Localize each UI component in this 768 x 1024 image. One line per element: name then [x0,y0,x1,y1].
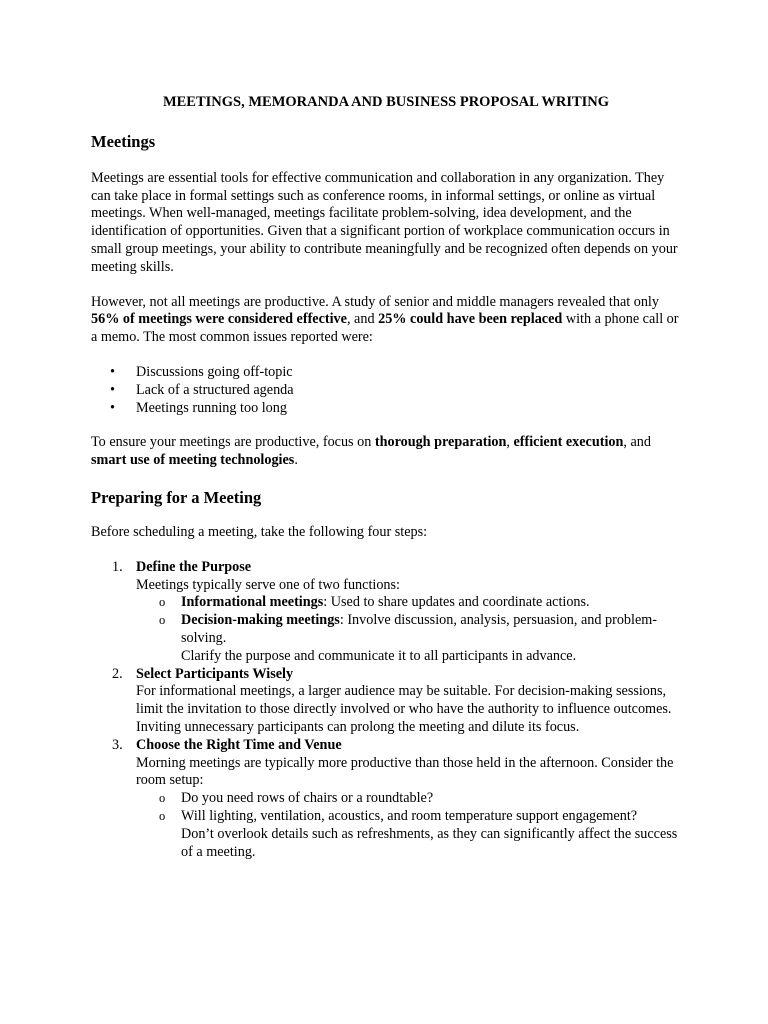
step-note: Clarify the purpose and communicate it to all participants in advance. [181,647,577,664]
bold-stat-replaced: 25% could have been replaced [378,311,563,328]
list-item: • Lack of a structured agenda [91,382,681,400]
bold-phrase: efficient execution [513,434,624,451]
text-run: However, not all meetings are productive. A study of senior and middle managers revealed that only [91,293,659,310]
paragraph-intro: Meetings are essential tools for effective communication and collaboration in any organization. They can take place in formal settings such as conference rooms, in informal settings, or online as virtual meetings. When well-managed, meetings facilitate problem-solving, idea development, and the identification of opportunities. Given that a significant portion of workplace communication occurs in small group meetings, your ability to contribute meaningfully and be recognized often depends on your meeting skills. [91,169,678,275]
sub-list-item: o Will lighting, ventilation, acoustics, and room temperature support engagement? [136,808,681,826]
step-title: Choose the Right Time and Venue [136,736,342,753]
text-run: , and [623,434,651,451]
document-title: MEETINGS, MEMORANDA AND BUSINESS PROPOSAL WRITING [162,94,610,110]
text-run: , [506,434,514,451]
sub-item-bold: Decision-making meetings [181,612,340,629]
step-text: For informational meetings, a larger audience may be suitable. For decision-making sessions, limit the invitation to those directly involved or who have the authority to influence outcomes. Inviting unnecessary participants can prolong the meeting and dilute its focus. [136,683,672,735]
sub-item-bold: Informational meetings [181,594,324,611]
issues-list [91,364,681,417]
step-note: Don’t overlook details such as refreshments, as they can significantly affect the success of a meeting. [181,825,678,860]
sub-list-item: o Do you need rows of chairs or a roundtable? [136,790,681,808]
section-heading-meetings: Meetings [91,131,156,151]
text-run: , and [346,311,379,328]
step-number: 3. [112,736,123,753]
step-text: Morning meetings are typically more productive than those held in the afternoon. Consider the room setup: [136,754,674,789]
sub-list [136,790,681,826]
text-run: . [294,452,298,469]
bold-stat-effective: 56% of meetings were considered effective [91,311,347,328]
bold-phrase: thorough preparation [374,434,507,451]
step-title: Define the Purpose [136,558,252,575]
step-item [91,737,681,862]
step-item [91,559,681,666]
sub-list-item [136,612,681,648]
sub-list-item [136,594,681,612]
paragraph-productivity [91,294,681,347]
text-run: To ensure your meetings are productive, focus on [91,434,375,451]
bold-phrase: smart use of meeting technologies [91,452,295,469]
list-item: • Meetings running too long [91,400,681,418]
sub-item-text: : Used to share updates and coordinate actions. [323,594,590,611]
steps-list [91,559,681,862]
paragraph-focus [91,434,681,470]
list-item: • Discussions going off-topic [91,364,681,382]
step-number: 2. [112,665,123,682]
step-number: 1. [112,558,123,575]
sub-list [136,594,681,647]
paragraph-steps-intro: Before scheduling a meeting, take the following four steps: [91,523,428,540]
step-text: Meetings typically serve one of two functions: [136,576,400,593]
document-body [91,94,681,861]
text-run: with a phone call or a memo. The most common issues reported were: [91,311,679,346]
section-heading-preparing: Preparing for a Meeting [91,487,262,507]
sub-item-text: : Involve discussion, analysis, persuasion, and problem-solving. [181,612,658,646]
step-title: Select Participants Wisely [136,665,294,682]
step-item [91,666,681,737]
